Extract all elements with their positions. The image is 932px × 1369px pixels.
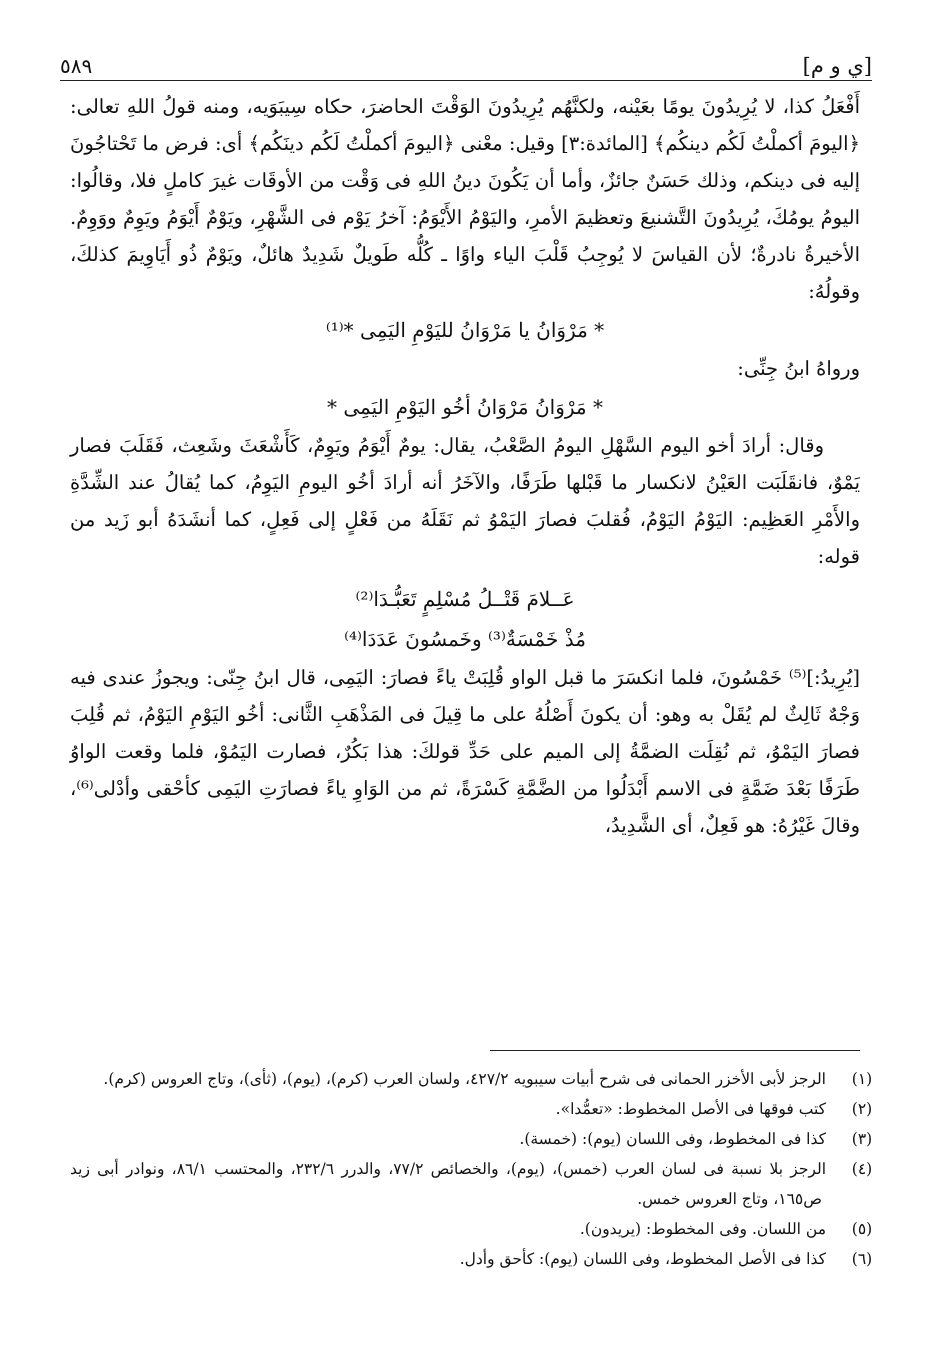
paragraph-3: وقال: أرادَ أخو اليوم السَّهْلِ اليومُ الصَّعْبُ، يقال: يومٌ أَيْوَمُ ويَوِمٌ، كَأَشْعَثَ وشَعِث، فَقَلَبَ فصار يَمْوٌ، فانقَلَبَت العَيْنُ لانكسار ما قَبْلها طَرَفًا، والآخَرُ أنه أرادَ أخُو اليومِ اليَوِمُ، كما يُقالُ عند الشِّدَّةِ والأَمْرِ العَظِيم: اليَوْمُ اليَوْمُ، فُقلبَ فصارَ اليَمْوُ ثم نَقَلَهُ من فَعْلٍ إلى فَعِلٍ، كما أنشَدَهُ أبو زَيد من قوله: — [70, 434, 860, 568]
footnote-mark: (٥) — [851, 1220, 873, 1238]
main-text — [70, 88, 860, 844]
running-head: [ي و م] — [802, 54, 872, 78]
paragraph-1: أَفْعَلُ كذا، لا يُرِيدُونَ يومًا بعَيْنه، ولكنَّهُم يُرِيدُونَ الوَقْتَ الحاضرَ، حكاه سِيبَوَيه، ومنه قولُ اللهِ تعالى: ﴿اليومَ أكملْتُ لَكُم دينكُم﴾ [المائدة:٣] وقيل: معْنى ﴿اليومَ أكملْتُ لَكُم دينَكُم﴾ أى: فرض ما تَحْتاجُونَ إليه فى دينكم، وذلك حَسَنٌ جائزٌ، وأما أن يَكُونَ دينُ اللهِ فى وَقْت من الأوقَات غيرَ كاملٍ فلا، وقالُوا: اليومُ يومُكَ، يُرِيدُونَ التَّشنيعَ وتعظيمَ الأمرِ، واليَوْمُ الأَيْوَمُ: آخرُ يَوْم فى الشَّهْرِ، ويَوْمٌ أَيْوَمُ ويَوِمٌ ووَوِمٌ. الأخيرةُ نادرةٌ؛ لأن القياسَ لا يُوجِبُ قَلْبَ الياء واوًا ـ كُلُّه طَويلٌ شَدِيدٌ هائلٌ، ويَوْمٌ ذُو أَيَاوِيمَ كذلكَ، وقولُهُ: — [70, 95, 860, 303]
footnote — [70, 1094, 873, 1124]
footnote — [70, 1214, 873, 1244]
footnote-text: الرجز لأبى الأخزر الحمانى فى شرح أبيات سيبويه ٤٢٧/٢، ولسان العرب (كرم)، (يوم)، (ثأى)، وتاج العروس (كرم). — [103, 1070, 826, 1088]
footnote — [70, 1244, 873, 1274]
page-header — [60, 38, 872, 78]
footnotes — [70, 1064, 873, 1274]
footnote-mark: (٣) — [851, 1130, 873, 1148]
header-rule — [60, 80, 872, 81]
verse-4: مُذْ خَمْسَةٌ⁽³⁾ وخَمسُونَ عَدَدَا⁽⁴⁾ — [344, 627, 586, 651]
paragraph-2: ورواهُ ابنُ جِنِّى: — [737, 357, 860, 380]
verse-2: * مَرْوَانُ مَرْوَانُ أخُو اليَوْمِ اليَمِى * — [326, 395, 603, 419]
footnote-rule — [490, 1050, 860, 1051]
verse-3: عَــلامَ قَتْــلُ مُسْلِمٍ تَعَبُّـدَا⁽²⁾ — [355, 587, 575, 611]
paragraph-4: [يُرِيدُ:]⁽⁵⁾ خَمْسُونَ، فلما انكسَرَ ما قبل الواو قُلِبَتْ ياءً فصارَ: اليَمِى، قال ابنُ جِنّى: ويجوزُ عندى فيه وَجْهٌ ثَالِثٌ لم يُقَلْ به وهو: أن يكونَ أَصْلُهُ على ما قِيلَ فى المَذْهَبِ الثَّانى: أخُو اليَوْمِ اليَوْمُ، ثم قُلِبَ فصارَ اليَمْوُ، ثم نُقِلَت الضمَّةُ إلى الميم على حَدِّ قولكَ: هذا بَكُرٌ، فصارت اليَمُوْ، فلما وقعت الواوُ طَرَفًا بَعْدَ ضَمَّةٍ فى الاسم أَبْدَلُوا من الضَّمَّةِ كَسْرَةً، ثم من الوَاوِ ياءً فصارَتِ اليَمِى كأحْقى وأدْلى⁽⁶⁾، وقالَ غَيْرُهُ: هو فَعِلٌ، أى الشَّدِيدُ، — [70, 666, 860, 837]
footnote-text: كتب فوقها فى الأصل المخطوط: «تعمُّدا». — [555, 1100, 826, 1118]
footnote-mark: (١) — [851, 1070, 873, 1088]
footnote — [70, 1124, 873, 1154]
footnote-text: الرجز بلا نسبة فى لسان العرب (خمس)، (يوم)، والخصائص ٧٧/٢، والدرر ٢٣٢/٦، والمحتسب ٨٦/١، ونوادر أبى زيد ص١٦٥، وتاج العروس خمس. — [70, 1160, 826, 1208]
verse-1: * مَرْوَانُ يا مَرْوَانُ لليَوْمِ اليَمِى *⁽¹⁾ — [325, 318, 605, 342]
footnote-text: من اللسان. وفى المخطوط: (يريدون). — [579, 1220, 826, 1238]
footnote-text: كذا فى المخطوط، وفى اللسان (يوم): (خمسة). — [519, 1130, 826, 1148]
footnote-text: كذا فى الأصل المخطوط، وفى اللسان (يوم): كأحق وأدل. — [459, 1250, 826, 1268]
footnote — [70, 1154, 873, 1214]
footnote-mark: (٤) — [851, 1160, 873, 1178]
page-number: ٥٨٩ — [60, 54, 93, 78]
footnote — [70, 1064, 873, 1094]
footnote-mark: (٦) — [851, 1250, 873, 1268]
footnote-mark: (٢) — [851, 1100, 873, 1118]
